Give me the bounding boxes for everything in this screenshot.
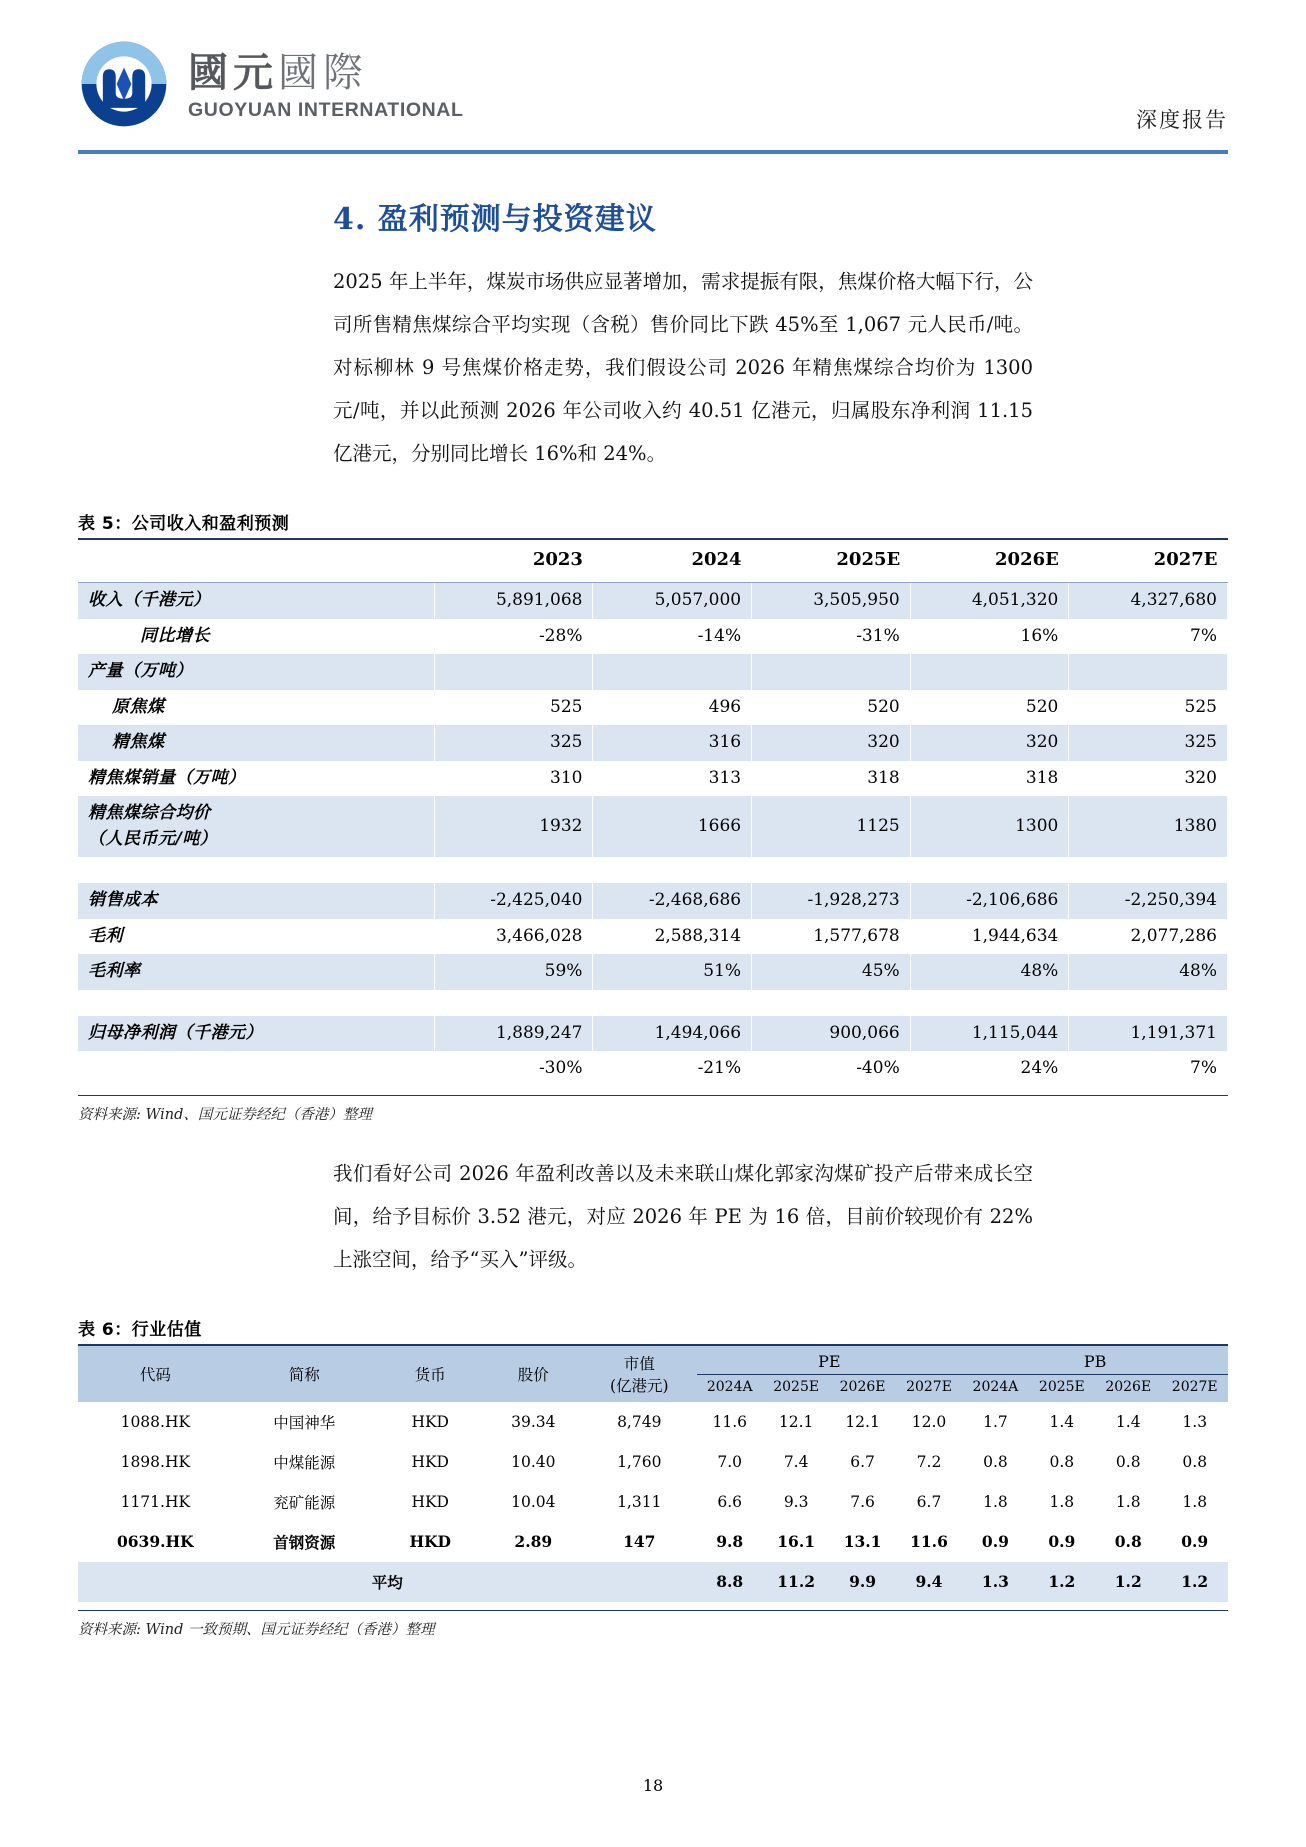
stock-code: 1171.HK <box>78 1482 233 1522</box>
stock-name: 中煤能源 <box>233 1442 376 1482</box>
cell-value <box>593 990 752 1016</box>
cell-value: 5,057,000 <box>593 583 752 619</box>
row-label: 同比增长 <box>78 619 434 655</box>
table-row <box>78 761 1228 797</box>
row-label: 精焦煤销量（万吨） <box>78 761 434 797</box>
cell-value: 1380 <box>1069 796 1228 857</box>
intro-paragraph: 2025 年上半年，煤炭市场供应显著增加，需求提振有限，焦煤价格大幅下行，公司所售精焦煤综合平均实现（含税）售价同比下跌 45%至 1,067 元人民币/吨。对标柳林 9 号焦煤价格走势，我们假设公司 2026 年精焦煤综合均价为 1300 元/吨，并以此预测 2026 年公司收入约 40.51 亿港元，归属股东净利润 11.15 亿港元，分别同比增长 16%和 24%。 <box>333 270 1033 465</box>
table-row <box>78 1051 1228 1087</box>
table5-body <box>78 583 1228 1087</box>
row-label <box>78 990 434 1016</box>
table5-col-2025e: 2025E <box>752 540 911 583</box>
average-pb-value: 1.2 <box>1161 1562 1228 1602</box>
cell-value: -14% <box>593 619 752 655</box>
table6-group-pb: PB <box>962 1346 1228 1375</box>
cell-value: 7% <box>1069 1051 1228 1087</box>
cell-value: 325 <box>1069 725 1228 761</box>
stock-price: 39.34 <box>485 1402 582 1442</box>
table6-subcol-pb-2025e: 2025E <box>1029 1374 1095 1401</box>
revenue-forecast-table <box>78 540 1228 1087</box>
cell-value: 1,577,678 <box>752 919 911 955</box>
table6-body <box>78 1402 1228 1602</box>
table6-group-pe: PE <box>697 1346 963 1375</box>
row-label: 产量（万吨） <box>78 654 434 690</box>
stock-code: 1088.HK <box>78 1402 233 1442</box>
stock-price: 10.40 <box>485 1442 582 1482</box>
stock-price: 2.89 <box>485 1522 582 1562</box>
cell-value: 320 <box>1069 761 1228 797</box>
row-label: 精焦煤 <box>78 725 434 761</box>
stock-code: 0639.HK <box>78 1522 233 1562</box>
table6-subcol-pb-2026e: 2026E <box>1095 1374 1161 1401</box>
cell-value: 496 <box>593 690 752 726</box>
cell-value: 525 <box>434 690 593 726</box>
table-row <box>78 619 1228 655</box>
stock-mktcap: 1,760 <box>582 1442 697 1482</box>
cell-value: 1,115,044 <box>910 1016 1069 1052</box>
cell-value: -28% <box>434 619 593 655</box>
cell-value <box>434 990 593 1016</box>
table-row <box>78 954 1228 990</box>
document-type-label: 深度报告 <box>1136 108 1228 132</box>
table-row <box>78 1442 1228 1482</box>
cell-value: 1300 <box>910 796 1069 857</box>
cell-value: 318 <box>752 761 911 797</box>
table-row <box>78 990 1228 1016</box>
row-label: 原焦煤 <box>78 690 434 726</box>
cell-value <box>752 990 911 1016</box>
stock-mktcap: 1,311 <box>582 1482 697 1522</box>
pb-value: 1.8 <box>1029 1482 1095 1522</box>
average-pe-value: 9.4 <box>896 1562 962 1602</box>
average-pb-value: 1.2 <box>1029 1562 1095 1602</box>
pe-value: 6.7 <box>896 1482 962 1522</box>
pe-value: 6.6 <box>697 1482 763 1522</box>
pb-value: 0.9 <box>962 1522 1028 1562</box>
table-row <box>78 1402 1228 1442</box>
page-content <box>0 194 1306 1639</box>
table-row-average <box>78 1562 1228 1602</box>
cell-value: 310 <box>434 761 593 797</box>
average-pe-value: 8.8 <box>697 1562 763 1602</box>
table-row <box>78 583 1228 619</box>
table5-col-2026e: 2026E <box>910 540 1069 583</box>
pb-value: 0.8 <box>1095 1442 1161 1482</box>
cell-value: 48% <box>910 954 1069 990</box>
table6-head <box>78 1346 1228 1402</box>
pe-value: 11.6 <box>896 1522 962 1562</box>
average-pb-value: 1.2 <box>1095 1562 1161 1602</box>
table6-col-name: 简称 <box>233 1346 376 1402</box>
table6-col-code: 代码 <box>78 1346 233 1402</box>
cell-value: 3,505,950 <box>752 583 911 619</box>
table5-source-note: 资料来源: Wind、国元证券经纪（香港）整理 <box>78 1095 1228 1124</box>
cell-value <box>910 654 1069 690</box>
cell-value <box>434 857 593 883</box>
guoyuan-logo-icon <box>78 38 170 130</box>
cell-value: 320 <box>752 725 911 761</box>
pb-value: 0.8 <box>1095 1522 1161 1562</box>
pb-value: 1.4 <box>1029 1402 1095 1442</box>
cell-value <box>752 857 911 883</box>
cell-value: 1932 <box>434 796 593 857</box>
table-row <box>78 690 1228 726</box>
average-label: 平均 <box>78 1562 697 1602</box>
row-label <box>78 796 434 857</box>
table-row <box>78 919 1228 955</box>
row-label: 销售成本 <box>78 883 434 919</box>
cell-value <box>1069 990 1228 1016</box>
pe-value: 11.6 <box>697 1402 763 1442</box>
table-row <box>78 857 1228 883</box>
table6-subcol-pb-2024a: 2024A <box>962 1374 1028 1401</box>
table-row <box>78 725 1228 761</box>
average-pb-value: 1.3 <box>962 1562 1028 1602</box>
cell-value: 2,588,314 <box>593 919 752 955</box>
cell-value: 520 <box>910 690 1069 726</box>
logo-chinese-name: 國元國際 <box>188 50 368 96</box>
row-label-line: 精焦煤综合均价 <box>88 803 211 823</box>
pe-value: 9.3 <box>763 1482 829 1522</box>
cell-value: 1,889,247 <box>434 1016 593 1052</box>
cell-value: 1666 <box>593 796 752 857</box>
stock-name: 中国神华 <box>233 1402 376 1442</box>
table-row <box>78 654 1228 690</box>
cell-value: 1125 <box>752 796 911 857</box>
table-row <box>78 1482 1228 1522</box>
cell-value <box>910 990 1069 1016</box>
cell-value: 318 <box>910 761 1069 797</box>
conclusion-paragraph: 我们看好公司 2026 年盈利改善以及未来联山煤化郭家沟煤矿投产后带来成长空间，给予目标价 3.52 港元，对应 2026 年 PE 为 16 倍，目前价较现价有 22%上涨空间，给予“买入”评级。 <box>333 1161 1033 1271</box>
cell-value <box>752 654 911 690</box>
cell-value: 525 <box>1069 690 1228 726</box>
table-row <box>78 883 1228 919</box>
cell-value: 316 <box>593 725 752 761</box>
cell-value: 3,466,028 <box>434 919 593 955</box>
cell-value: 320 <box>910 725 1069 761</box>
stock-currency: HKD <box>376 1482 485 1522</box>
cell-value: -31% <box>752 619 911 655</box>
table6-subcol-pe-2026e: 2026E <box>829 1374 895 1401</box>
stock-mktcap: 147 <box>582 1522 697 1562</box>
cell-value: 16% <box>910 619 1069 655</box>
row-label: 收入（千港元） <box>78 583 434 619</box>
row-label <box>78 1051 434 1087</box>
cell-value: 48% <box>1069 954 1228 990</box>
average-pe-value: 11.2 <box>763 1562 829 1602</box>
stock-mktcap: 8,749 <box>582 1402 697 1442</box>
cell-value: 1,191,371 <box>1069 1016 1228 1052</box>
stock-currency: HKD <box>376 1522 485 1562</box>
pe-value: 13.1 <box>829 1522 895 1562</box>
cell-value: 900,066 <box>752 1016 911 1052</box>
table6-col-mktcap <box>582 1346 697 1402</box>
cell-value <box>910 857 1069 883</box>
table6-mktcap-line1: 市值 <box>623 1354 655 1373</box>
average-pe-value: 9.9 <box>829 1562 895 1602</box>
cell-value <box>1069 857 1228 883</box>
stock-price: 10.04 <box>485 1482 582 1522</box>
page-header <box>0 0 1306 152</box>
table6-col-currency: 货币 <box>376 1346 485 1402</box>
table-row <box>78 1522 1228 1562</box>
row-label: 毛利 <box>78 919 434 955</box>
pb-value: 1.3 <box>1161 1402 1228 1442</box>
stock-name: 兖矿能源 <box>233 1482 376 1522</box>
stock-currency: HKD <box>376 1442 485 1482</box>
stock-code: 1898.HK <box>78 1442 233 1482</box>
pb-value: 0.9 <box>1161 1522 1228 1562</box>
cell-value <box>593 654 752 690</box>
pb-value: 1.8 <box>1095 1482 1161 1522</box>
table5-col-2024: 2024 <box>593 540 752 583</box>
stock-currency: HKD <box>376 1402 485 1442</box>
cell-value: 5,891,068 <box>434 583 593 619</box>
pb-value: 0.8 <box>962 1442 1028 1482</box>
cell-value: 4,327,680 <box>1069 583 1228 619</box>
cell-value: -2,250,394 <box>1069 883 1228 919</box>
table-row <box>78 1016 1228 1052</box>
stock-name: 首钢资源 <box>233 1522 376 1562</box>
pe-value: 7.6 <box>829 1482 895 1522</box>
cell-value: 1,944,634 <box>910 919 1069 955</box>
table5-header-row <box>78 540 1228 583</box>
cell-value: -40% <box>752 1051 911 1087</box>
cell-value: 59% <box>434 954 593 990</box>
industry-valuation-table <box>78 1346 1228 1602</box>
table6-subcol-pe-2027e: 2027E <box>896 1374 962 1401</box>
pb-value: 0.8 <box>1161 1442 1228 1482</box>
cell-value: 7% <box>1069 619 1228 655</box>
table6-subcol-pe-2025e: 2025E <box>763 1374 829 1401</box>
cell-value <box>434 654 593 690</box>
pe-value: 12.0 <box>896 1402 962 1442</box>
pe-value: 12.1 <box>763 1402 829 1442</box>
pe-value: 7.2 <box>896 1442 962 1482</box>
cell-value: 313 <box>593 761 752 797</box>
row-label: 归母净利润（千港元） <box>78 1016 434 1052</box>
pb-value: 1.4 <box>1095 1402 1161 1442</box>
cell-value <box>593 857 752 883</box>
table6-subcol-pe-2024a: 2024A <box>697 1374 763 1401</box>
pb-value: 1.7 <box>962 1402 1028 1442</box>
table6-source-note: 资料来源: Wind 一致预期、国元证券经纪（香港）整理 <box>78 1610 1228 1639</box>
cell-value: 325 <box>434 725 593 761</box>
table5-caption: 表 5：公司收入和盈利预测 <box>78 514 290 534</box>
pe-value: 6.7 <box>829 1442 895 1482</box>
table6-mktcap-line2: (亿港元) <box>609 1376 669 1395</box>
table5-col-2027e: 2027E <box>1069 540 1228 583</box>
table6-col-price: 股价 <box>485 1346 582 1402</box>
pe-value: 7.4 <box>763 1442 829 1482</box>
logo-english-name: GUOYUAN INTERNATIONAL <box>188 99 464 121</box>
cell-value: 4,051,320 <box>910 583 1069 619</box>
page-number: 18 <box>642 1776 664 1795</box>
cell-value: 24% <box>910 1051 1069 1087</box>
table5-col-label <box>78 540 434 583</box>
cell-value: 51% <box>593 954 752 990</box>
cell-value: -2,106,686 <box>910 883 1069 919</box>
table6-header-row-1 <box>78 1346 1228 1375</box>
row-label-line: （人民币元/吨） <box>88 828 218 849</box>
company-logo <box>78 38 463 130</box>
table6-subcol-pb-2027e: 2027E <box>1161 1374 1228 1401</box>
cell-value: -2,425,040 <box>434 883 593 919</box>
table6-caption: 表 6：行业估值 <box>78 1319 202 1340</box>
pe-value: 9.8 <box>697 1522 763 1562</box>
pe-value: 7.0 <box>697 1442 763 1482</box>
row-label <box>78 857 434 883</box>
cell-value: 2,077,286 <box>1069 919 1228 955</box>
pb-value: 1.8 <box>1161 1482 1228 1522</box>
pe-value: 16.1 <box>763 1522 829 1562</box>
cell-value: -1,928,273 <box>752 883 911 919</box>
cell-value: 520 <box>752 690 911 726</box>
logo-wordmark <box>188 46 463 122</box>
cell-value <box>1069 654 1228 690</box>
row-label: 毛利率 <box>78 954 434 990</box>
cell-value: -2,468,686 <box>593 883 752 919</box>
pb-value: 0.8 <box>1029 1442 1095 1482</box>
table5-col-2023: 2023 <box>434 540 593 583</box>
table5-head <box>78 540 1228 583</box>
cell-value: -30% <box>434 1051 593 1087</box>
table-row <box>78 796 1228 857</box>
pb-value: 0.9 <box>1029 1522 1095 1562</box>
pe-value: 12.1 <box>829 1402 895 1442</box>
cell-value: 45% <box>752 954 911 990</box>
pb-value: 1.8 <box>962 1482 1028 1522</box>
cell-value: 1,494,066 <box>593 1016 752 1052</box>
header-divider <box>78 150 1228 154</box>
cell-value: -21% <box>593 1051 752 1087</box>
section-heading: 4. 盈利预测与投资建议 <box>333 202 657 237</box>
